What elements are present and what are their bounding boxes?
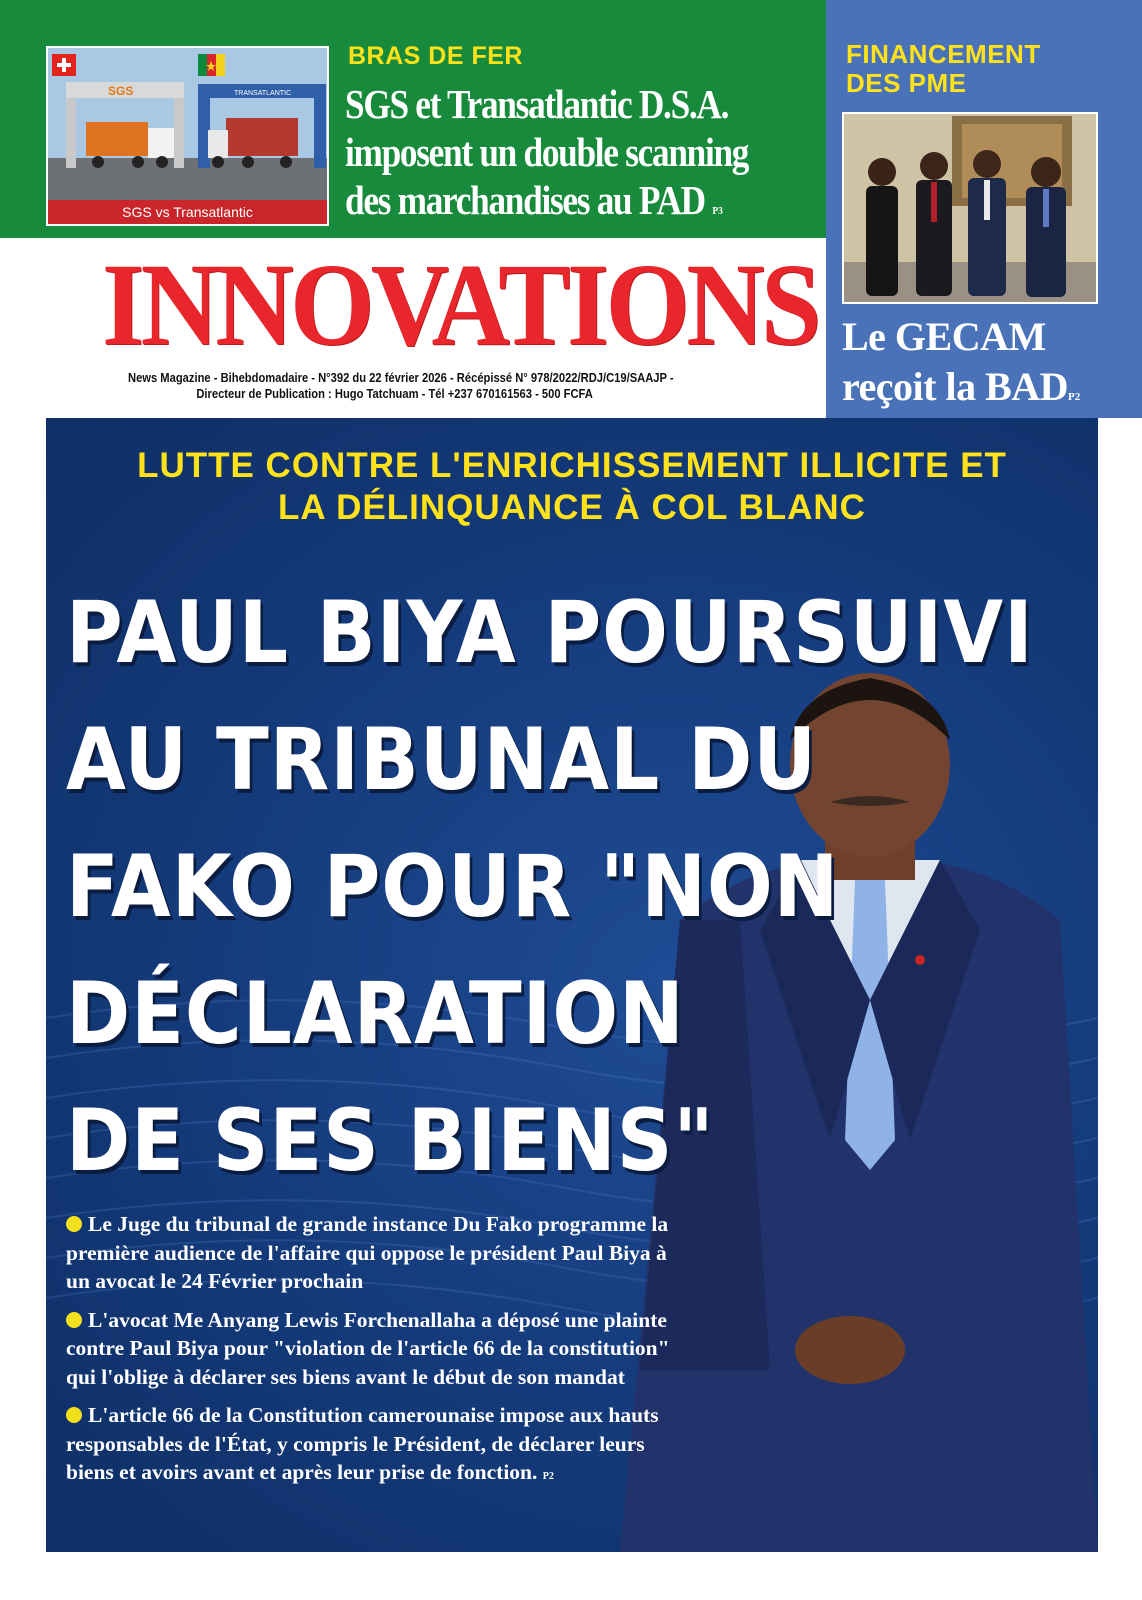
headline-line: DE SES BIENS"	[66, 1091, 715, 1191]
headline-line: reçoit la BADP2	[842, 364, 1081, 409]
headline-line: PAUL BIYA POURSUIVI	[66, 583, 1034, 683]
photo-caption: SGS vs Transatlantic	[48, 200, 327, 224]
group-photo-illustration	[842, 112, 1098, 304]
bullet-item: L'avocat Me Anyang Lewis Forchenallaha a déposé une plainte contre Paul Biya pour "violation de l'article 66 de la constitution" qui l'oblige à déclarer ses biens avant le début de son mandat	[66, 1307, 670, 1389]
bullet-item: L'article 66 de la Constitution camerounaise impose aux hauts responsables de l'État, y compris le Président, de déclarer leurs biens et avoirs avant et après leur prise de fonction. P2	[66, 1403, 659, 1484]
bullet-dot-icon	[66, 1312, 82, 1328]
kicker-line: DES PME	[846, 68, 967, 98]
headline-line: AU TRIBUNAL DU	[66, 710, 818, 810]
transatlantic-sign: TRANSATLANTIC	[234, 90, 292, 97]
bullet-dot-icon	[66, 1407, 82, 1423]
headline-line: des marchandises au PAD P3	[345, 177, 723, 223]
page-reference: P2	[542, 1471, 554, 1482]
page-reference: P3	[712, 205, 723, 217]
subhead-line: LA DÉLINQUANCE À COL BLANC	[278, 488, 866, 527]
scanner-trucks-illustration	[48, 48, 329, 204]
masthead-title: INNOVATIONS	[102, 239, 818, 370]
top-story-kicker: BRAS DE FER	[348, 42, 523, 70]
publication-info-line: Directeur de Publication : Hugo Tatchuam - Tél +237 670161563 - 500 FCFA	[196, 386, 593, 401]
headline-line: DÉCLARATION	[66, 964, 685, 1064]
top-story-headline[interactable]	[345, 80, 749, 235]
headline-line: imposent un double scanning	[345, 129, 749, 175]
headline-line: Le GECAM	[842, 314, 1046, 359]
headline-line: SGS et Transatlantic D.S.A.	[345, 81, 729, 127]
side-story-kicker	[846, 40, 1116, 98]
main-story-subhead	[46, 445, 1098, 529]
headline-line: FAKO POUR "NON	[66, 837, 840, 937]
main-story-headline[interactable]	[66, 570, 1034, 1205]
page-reference: P2	[1068, 391, 1081, 403]
scanner-trucks-photo	[46, 46, 329, 226]
bullet-item: Le Juge du tribunal de grande instance Du Fako programme la première audience de l'affaire qui oppose le président Paul Biya à un avocat le 24 Février prochain	[66, 1212, 669, 1293]
kicker-line: FINANCEMENT	[846, 39, 1041, 69]
side-story-headline[interactable]	[842, 312, 1132, 422]
subhead-line: LUTTE CONTRE L'ENRICHISSEMENT ILLICITE ET	[137, 446, 1007, 485]
publication-info	[128, 370, 674, 402]
bullet-dot-icon	[66, 1216, 82, 1232]
main-story-bullets	[66, 1210, 676, 1502]
group-photo	[842, 112, 1098, 304]
cameroon-flag-icon	[198, 54, 225, 76]
publication-info-line: News Magazine - Bihebdomadaire - N°392 du 22 février 2026 - Récépissé N° 978/2022/RDJ/C19/SAAJP -	[128, 370, 674, 385]
sgs-sign: SGS	[108, 84, 134, 98]
